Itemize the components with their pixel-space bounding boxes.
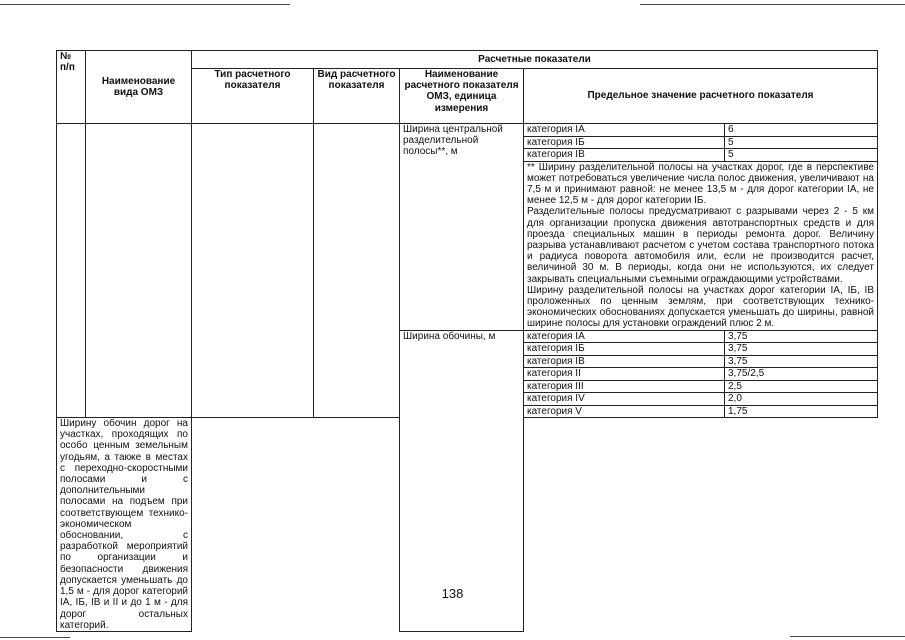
shoulder-value: 3,75 (725, 355, 878, 368)
shoulder-category: категория IВ (524, 355, 725, 368)
shoulder-value: 3,75/2,5 (725, 368, 878, 381)
scan-edge-top-right (640, 4, 905, 5)
median-note-paragraph: Ширину разделительной полосы на участках дорог категории IА, IБ, IВ проложенных по ценным землям, при соответствующих технико-экономических обоснованиях допускается уменьшать до ширины, равной ширине полосы для установки ограждений плюс 2 м. (527, 284, 874, 330)
scan-edge-bottom-left (0, 637, 70, 638)
shoulder-category: категория III (524, 380, 725, 393)
cell-indicator-type (192, 124, 314, 418)
shoulder-value: 3,75 (725, 343, 878, 356)
cell-indicator-kind (314, 124, 400, 418)
shoulder-category: категория IБ (524, 343, 725, 356)
shoulder-value: 2,5 (725, 380, 878, 393)
header-indicator-type: Тип расчетного показателя (192, 69, 314, 124)
page-number: 138 (441, 586, 464, 601)
shoulder-note: Ширину обочин дорог на участках, проходящих по особо ценным земельным угодьям, а также в местах с переходно-скоростными полосами и с дополнительными полосами на подъем при соответствующем технико-экономическом обосновании, с разработкой мероприятий по организации и безопасности движения допускается уменьшать до 1,5 м - для дорог категорий IА, IБ, IВ и II и до 1 м - для дорог остальных категорий. (57, 418, 192, 632)
shoulder-value: 1,75 (725, 405, 878, 418)
median-value: 6 (725, 124, 878, 137)
median-category: категория IВ (524, 149, 725, 162)
header-limit-value: Предельное значение расчетного показателя (524, 69, 878, 124)
median-note-paragraph: Разделительные полосы предусматривают с разрывами через 2 - 5 км для организации пропуска движения автотранспортных средств и для проезда специальных машин в периоды ремонта дорог. Величину разрыва устанавливают расчетом с учетом состава транспортного потока и радиуса поворота автомобиля или, если не производится расчет, величиной 30 м. В периоды, когда они не используются, их следует закрывать специальными съемными ограждающими устройствами. (527, 206, 874, 285)
cell-num (57, 124, 86, 418)
shoulder-width-name: Ширина обочины, м (400, 330, 524, 631)
median-value: 5 (725, 136, 878, 149)
median-note (524, 161, 878, 330)
shoulder-category: категория V (524, 405, 725, 418)
shoulder-value: 3,75 (725, 330, 878, 343)
median-width-name: Ширина центральной разделительной полосы**, м (400, 124, 524, 331)
shoulder-value: 2,0 (725, 393, 878, 406)
scan-edge-top-left (0, 4, 290, 5)
median-category: категория IБ (524, 136, 725, 149)
median-note-paragraph: ** Ширину разделительной полосы на участках дорог, где в перспективе может потребоваться увеличение числа полос движения, увеличивают на 7,5 м и принимают равной: не менее 13,5 м - для дорог категории IА, не менее 12,5 м - для дорог категории IБ. (527, 161, 874, 207)
indicators-table (56, 50, 878, 632)
shoulder-category: категория IА (524, 330, 725, 343)
median-category: категория IА (524, 124, 725, 137)
header-calc-indicators: Расчетные показатели (192, 51, 878, 69)
header-indicator-name: Наименование расчетного показателя ОМЗ, единица измерения (400, 69, 524, 124)
shoulder-category: категория IV (524, 393, 725, 406)
median-value: 5 (725, 149, 878, 162)
scan-edge-bottom-right (790, 636, 905, 637)
header-indicator-kind: Вид расчетного показателя (314, 69, 400, 124)
cell-omz-name (86, 124, 192, 418)
header-num: № п/п (57, 51, 86, 124)
shoulder-category: категория II (524, 368, 725, 381)
header-omz-name: Наименование вида ОМЗ (86, 51, 192, 124)
